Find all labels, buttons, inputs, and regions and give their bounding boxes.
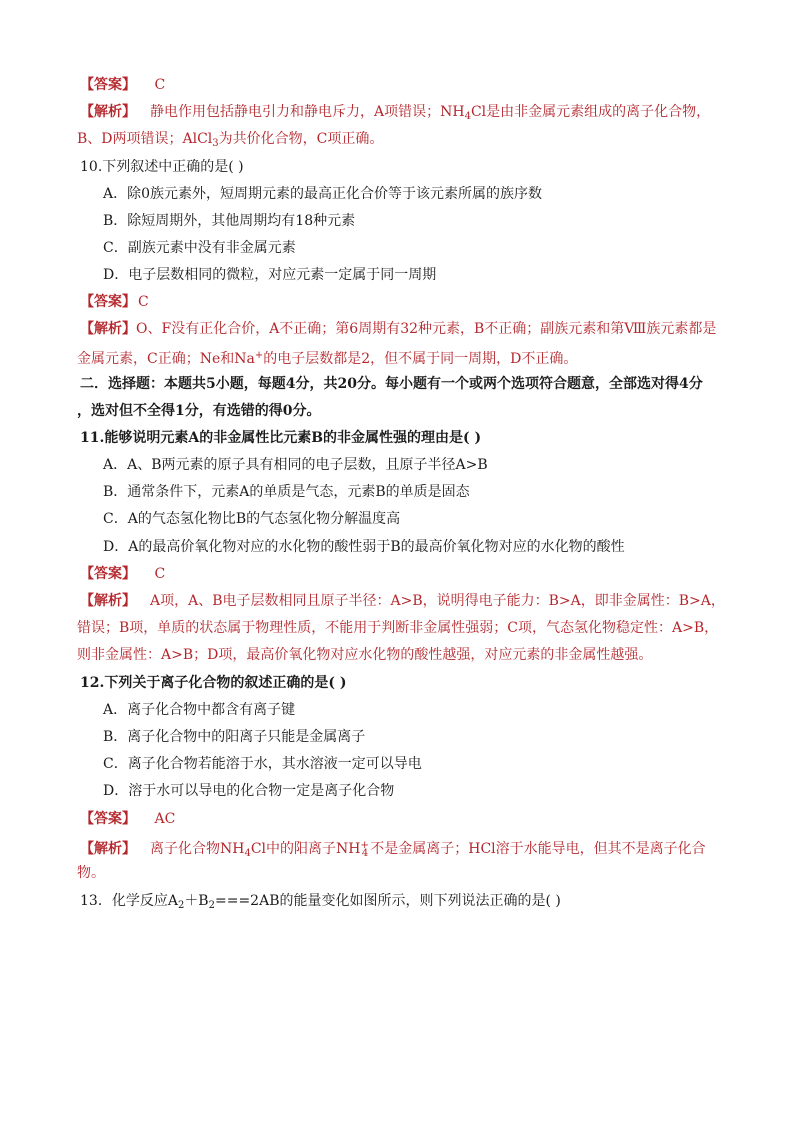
analysis-text: 静电作用包括静电引力和静电斥力，A项错误；$NH_4Cl$是由非金属元素组成的离子化合物， [150,104,711,122]
analysis-text: O、F没有正化合价，A不正确；第6周期有32种元素，B不正确；副族元素和第Ⅷ族元素都是 [136,321,717,337]
question-stem-12: 12.下列关于离子化合物的叙述正确的是( ) [80,675,347,691]
answer-line [80,75,165,95]
option-12-a: A．离子化合物中都含有离子键 [103,702,296,718]
analysis-line-cont: B、D两项错误；AlCl$_3$为共价化合物，C项正确。 [77,131,384,149]
option-10-d: D．电子层数相同的微粒，对应元素一定属于同一周期 [103,267,437,283]
option-10-b: B．除短周期外，其他周期均有18种元素 [103,213,356,229]
analysis-line-cont: 则非金属性：A>B；D项，最高价氧化物对应水化物的酸性越强，对应元素的非金属性越强。 [77,647,653,663]
question-stem-11: 11.能够说明元素A的非金属性比元素B的非金属性强的理由是( ) [80,430,482,446]
answer-line [80,564,165,584]
answer-value: C [154,77,166,93]
option-11-b: B．通常条件下，元素A的单质是气态，元素B的单质是固态 [103,484,470,500]
answer-line [80,809,175,829]
section-heading-cont: ，选对但不全得1分，有选错的得0分。 [77,403,321,419]
option-11-c: C．A的气态氢化物比B的气态氢化物分解温度高 [103,511,401,527]
answer-tag: 【答案】 [80,77,136,93]
analysis-tag: 【解析】 [80,321,136,337]
option-12-d: D．溶于水可以导电的化合物一定是离子化合物 [103,783,395,799]
analysis-line-cont: 金属元素，C正确；Ne和Na+的电子层数都是2，但不属于同一周期，D不正确。 [77,350,578,367]
analysis-line [80,102,710,127]
answer-line [80,292,149,312]
answer-value: C [138,294,149,310]
analysis-text: 离子化合物$NH_4Cl$中的阳离子$NH^+_4$ 不是金属离子；HCl溶于水能导电，但其不是离子化合 [150,840,706,859]
option-12-b: B．离子化合物中的阳离子只能是金属离子 [103,729,366,745]
option-10-c: C．副族元素中没有非金属元素 [103,240,296,256]
section-heading: 二．选择题：本题共5小题，每题4分，共20分。每小题有一个或两个选项符合题意，全部选对得4分 [80,376,703,392]
question-stem-10: 10.下列叙述中正确的是( ) [80,159,244,175]
option-10-a: A．除0族元素外，短周期元素的最高正化合价等于该元素所属的族序数 [103,186,543,202]
analysis-line-cont: 物。 [77,865,105,881]
analysis-line [80,836,706,864]
answer-value: AC [154,811,176,827]
answer-tag: 【答案】 [80,294,136,310]
analysis-line-cont: 错误；B项，单质的状态属于物理性质，不能用于判断非金属性强弱；C项，气态氢化物稳定性：A>B， [77,620,719,636]
option-11-d: D．A的最高价氧化物对应的水化物的酸性弱于B的最高价氧化物对应的水化物的酸性 [103,539,625,555]
option-11-a: A．A、B两元素的原子具有相同的电子层数，且原子半径A>B [103,457,488,473]
analysis-line [80,591,725,611]
analysis-tag: 【解析】 [80,841,136,857]
analysis-tag: 【解析】 [80,104,136,120]
option-12-c: C．离子化合物若能溶于水，其水溶液一定可以导电 [103,756,422,772]
answer-tag: 【答案】 [80,566,136,582]
analysis-line [80,319,716,339]
question-stem-13: 13．化学反应$A_2+B_2===2AB$的能量变化如图所示，则下列说法正确的是( ) [80,893,561,911]
analysis-text: A项，A、B电子层数相同且原子半径：A>B，说明得电子能力：B>A，即非金属性：B>A， [150,593,725,609]
answer-value: C [154,566,166,582]
analysis-tag: 【解析】 [80,593,136,609]
answer-tag: 【答案】 [80,811,136,827]
